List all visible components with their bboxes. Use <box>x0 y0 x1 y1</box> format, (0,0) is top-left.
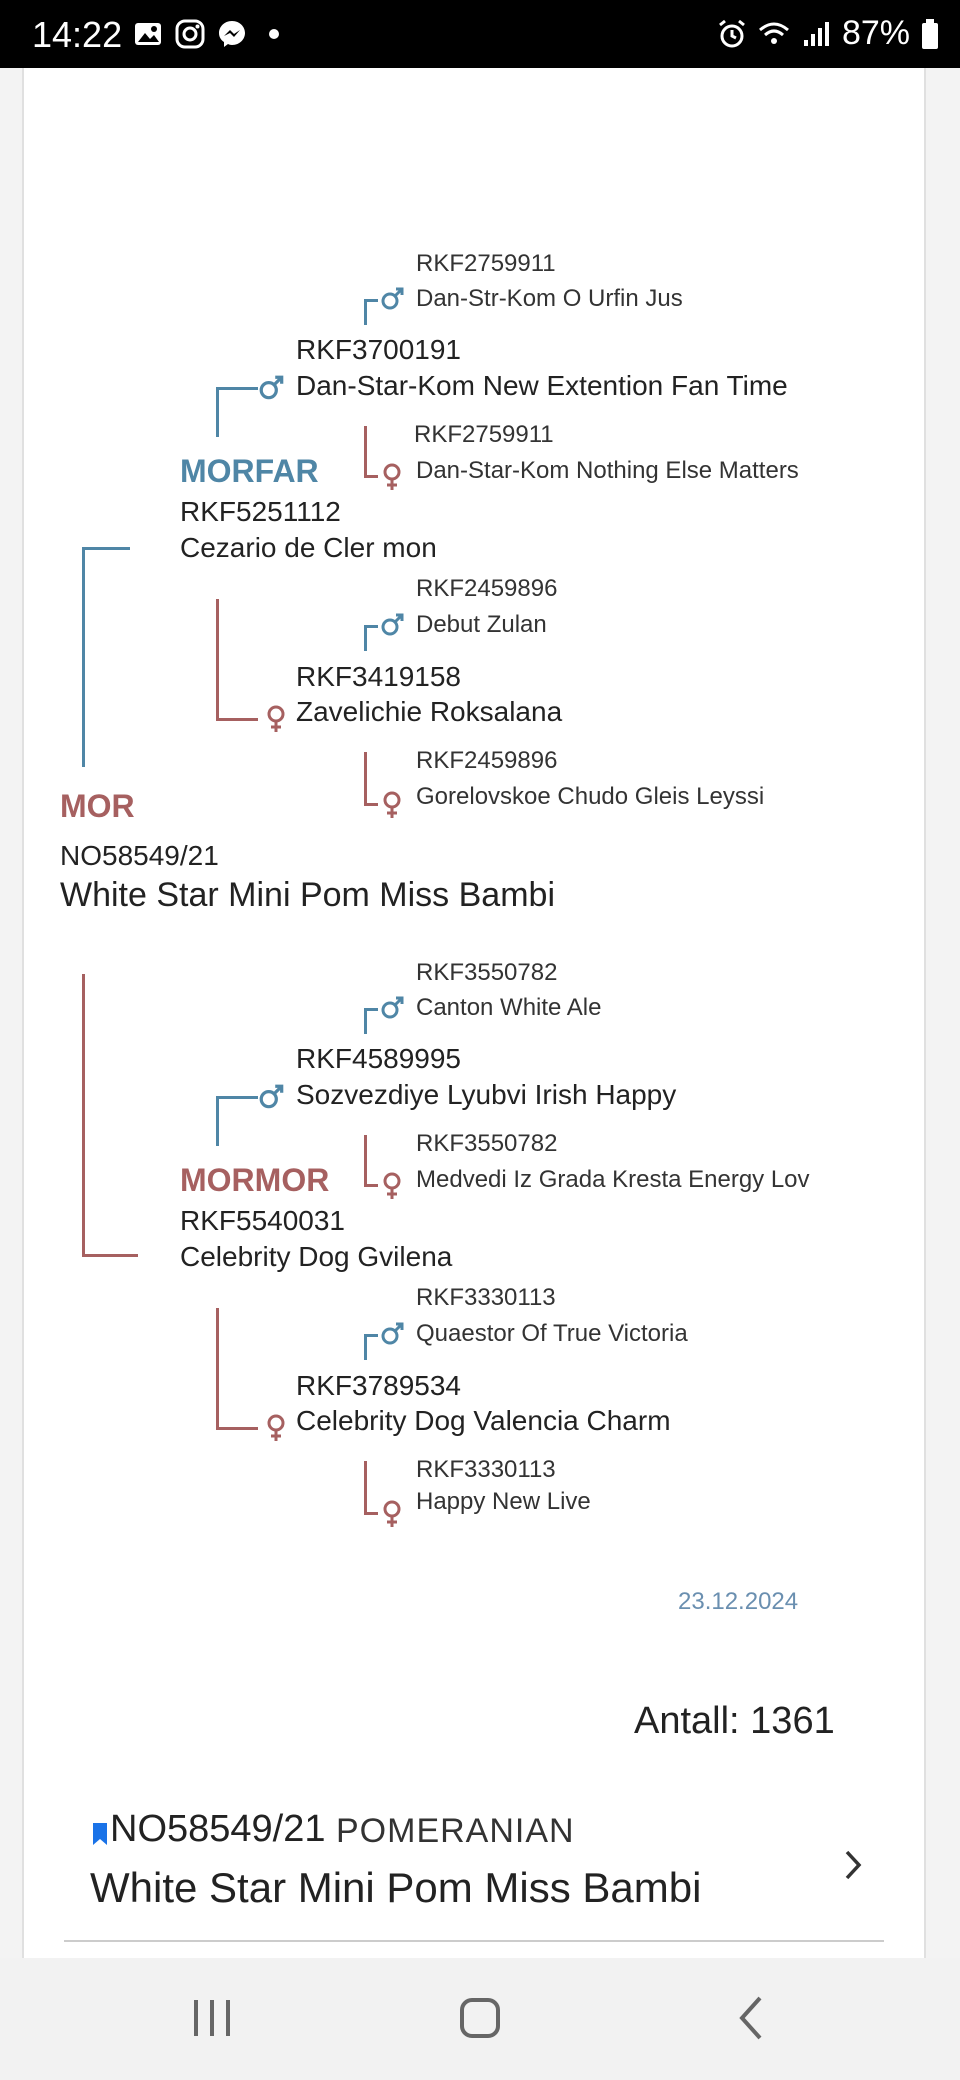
wifi-icon <box>758 18 790 50</box>
instagram-icon <box>174 18 206 50</box>
bookmark-icon <box>92 1822 108 1846</box>
gallery-icon <box>132 18 164 50</box>
morfar-label: MORFAR <box>180 453 319 489</box>
male-icon <box>258 374 286 402</box>
mormor-sire-dam-name: Medvedi Iz Grada Kresta Energy Lov <box>416 1166 810 1193</box>
connector <box>364 625 367 651</box>
connector <box>364 1184 378 1187</box>
morfar-sire-dam-reg: RKF2759911 <box>414 421 554 448</box>
connector <box>364 299 378 302</box>
list-item[interactable] <box>66 1804 886 1958</box>
connector <box>364 1008 378 1011</box>
mormor-dam-name: Celebrity Dog Valencia Charm <box>296 1405 671 1436</box>
male-icon <box>258 1083 286 1111</box>
connector <box>364 475 378 478</box>
connector <box>82 547 130 550</box>
system-nav-bar <box>0 1958 960 2080</box>
mormor-reg: RKF5540031 <box>180 1205 346 1236</box>
morfar-dam-reg: RKF3419158 <box>296 661 462 692</box>
connector <box>364 803 378 806</box>
morfar-sire-name: Dan-Star-Kom New Extention Fan Time <box>296 370 788 401</box>
connector <box>216 387 258 390</box>
female-icon <box>264 704 288 734</box>
pedigree-date: 23.12.2024 <box>678 1588 799 1615</box>
connector <box>82 547 85 767</box>
connector <box>364 1135 367 1187</box>
messenger-icon <box>216 18 248 50</box>
connector <box>364 1334 378 1337</box>
connector <box>82 1254 138 1257</box>
home-icon[interactable] <box>456 1994 504 2042</box>
female-icon <box>380 1499 404 1529</box>
mor-reg: NO58549/21 <box>60 840 219 871</box>
list-item-breed: POMERANIAN <box>336 1812 575 1850</box>
connector <box>216 387 219 437</box>
connector <box>216 1427 258 1430</box>
list-divider <box>64 1940 884 1942</box>
female-icon <box>264 1413 288 1443</box>
connector <box>82 974 85 1257</box>
morfar-dam-sire-reg: RKF2459896 <box>416 575 558 602</box>
connector <box>364 1461 367 1515</box>
connector <box>216 1096 258 1099</box>
mormor-dam-dam-name: Happy New Live <box>416 1488 591 1515</box>
morfar-sire-sire-name: Dan-Str-Kom O Urfin Jus <box>416 285 683 312</box>
morfar-dam-dam-name: Gorelovskoe Chudo Gleis Leyssi <box>416 783 765 810</box>
connector <box>364 299 367 325</box>
female-icon <box>380 790 404 820</box>
morfar-dam-name: Zavelichie Roksalana <box>296 696 563 727</box>
mor-label: MOR <box>60 788 135 824</box>
connector <box>216 1096 219 1146</box>
mormor-sire-sire-name: Canton White Ale <box>416 994 602 1021</box>
male-icon <box>380 286 406 312</box>
mormor-dam-sire-name: Quaestor Of True Victoria <box>416 1320 688 1347</box>
notification-dot-icon <box>258 18 290 50</box>
mormor-sire-dam-reg: RKF3550782 <box>416 1130 558 1157</box>
mormor-label: MORMOR <box>180 1162 330 1198</box>
back-icon[interactable] <box>734 1994 770 2042</box>
morfar-sire-sire-reg: RKF2759911 <box>416 250 556 277</box>
connector <box>364 752 367 806</box>
mormor-name: Celebrity Dog Gvilena <box>180 1241 453 1272</box>
male-icon <box>380 995 406 1021</box>
connector <box>364 1512 378 1515</box>
mormor-sire-reg: RKF4589995 <box>296 1043 462 1074</box>
morfar-dam-sire-name: Debut Zulan <box>416 611 547 638</box>
battery-icon <box>920 18 940 50</box>
status-bar <box>0 0 960 68</box>
connector <box>364 625 378 628</box>
recent-apps-icon[interactable] <box>188 1996 236 2040</box>
morfar-reg: RKF5251112 <box>180 496 341 527</box>
status-time: 14:22 <box>32 14 123 55</box>
chevron-right-icon[interactable] <box>842 1848 864 1882</box>
signal-icon <box>800 18 832 50</box>
pedigree-card <box>22 68 926 1958</box>
connector <box>364 1334 367 1360</box>
male-icon <box>380 612 406 638</box>
mormor-dam-reg: RKF3789534 <box>296 1370 462 1401</box>
connector <box>216 1308 219 1430</box>
connector <box>364 426 367 478</box>
morfar-dam-dam-reg: RKF2459896 <box>416 747 558 774</box>
connector <box>216 718 258 721</box>
mormor-sire-sire-reg: RKF3550782 <box>416 959 558 986</box>
morfar-sire-dam-name: Dan-Star-Kom Nothing Else Matters <box>416 457 799 484</box>
mor-name: White Star Mini Pom Miss Bambi <box>60 876 555 914</box>
list-item-name: White Star Mini Pom Miss Bambi <box>90 1864 702 1911</box>
morfar-sire-reg: RKF3700191 <box>296 334 462 365</box>
mormor-dam-dam-reg: RKF3330113 <box>416 1456 556 1483</box>
battery-percent: 87% <box>841 14 910 52</box>
male-icon <box>380 1321 406 1347</box>
result-count: Antall: 1361 <box>634 1700 835 1742</box>
connector <box>364 1008 367 1034</box>
mormor-dam-sire-reg: RKF3330113 <box>416 1284 556 1311</box>
morfar-name: Cezario de Cler mon <box>180 532 437 563</box>
connector <box>216 599 219 721</box>
alarm-icon <box>716 18 748 50</box>
list-item-reg: NO58549/21 <box>110 1808 326 1850</box>
female-icon <box>380 462 404 492</box>
mormor-sire-name: Sozvezdiye Lyubvi Irish Happy <box>296 1079 677 1110</box>
female-icon <box>380 1171 404 1201</box>
